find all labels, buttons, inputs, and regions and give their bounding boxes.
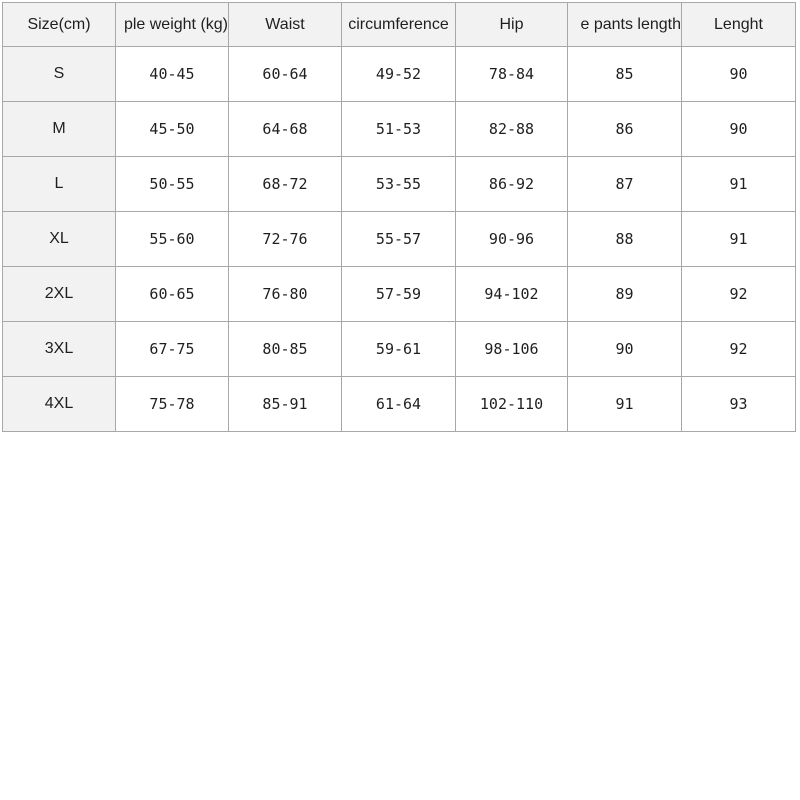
circumference-cell: 53-55 [342,157,456,212]
weight-cell: 40-45 [116,47,229,102]
header-waist [229,3,342,47]
weight-cell: 60-65 [116,267,229,322]
hip-cell: 82-88 [456,102,568,157]
circumference-cell: 55-57 [342,212,456,267]
pants-length-cell: 85 [568,47,682,102]
hip-cell: 86-92 [456,157,568,212]
size-cell: 4XL [3,377,116,432]
header-pants-length-label: e pants length [580,15,681,33]
pants-length-cell: 90 [568,322,682,377]
length-cell: 91 [682,157,796,212]
waist-cell: 76-80 [229,267,342,322]
table-row [3,102,796,157]
waist-cell: 68-72 [229,157,342,212]
waist-cell: 72-76 [229,212,342,267]
length-cell: 91 [682,212,796,267]
hip-cell: 90-96 [456,212,568,267]
header-length [682,3,796,47]
size-cell: M [3,102,116,157]
header-hip [456,3,568,47]
table-header [3,3,796,47]
header-length-label: Lenght [714,15,763,33]
size-cell: L [3,157,116,212]
circumference-cell: 61-64 [342,377,456,432]
header-weight [116,3,229,47]
circumference-cell: 49-52 [342,47,456,102]
table-row [3,47,796,102]
hip-cell: 94-102 [456,267,568,322]
waist-cell: 80-85 [229,322,342,377]
header-weight-label: ple weight (kg) [123,15,228,33]
circumference-cell: 57-59 [342,267,456,322]
table-row [3,157,796,212]
table-row [3,267,796,322]
header-waist-label: Waist [265,15,305,33]
pants-length-cell: 86 [568,102,682,157]
size-cell: 3XL [3,322,116,377]
weight-cell: 67-75 [116,322,229,377]
header-size [3,3,116,47]
header-hip-label: Hip [499,15,524,33]
header-size-label: Size(cm) [27,15,91,33]
length-cell: 92 [682,322,796,377]
hip-cell: 98-106 [456,322,568,377]
waist-cell: 85-91 [229,377,342,432]
header-row [3,3,796,47]
size-cell: 2XL [3,267,116,322]
table-body [3,47,796,432]
size-cell: XL [3,212,116,267]
pants-length-cell: 91 [568,377,682,432]
length-cell: 90 [682,47,796,102]
table-row [3,212,796,267]
waist-cell: 64-68 [229,102,342,157]
pants-length-cell: 87 [568,157,682,212]
header-pants-length [568,3,682,47]
header-circumference [342,3,456,47]
size-cell: S [3,47,116,102]
pants-length-cell: 89 [568,267,682,322]
length-cell: 90 [682,102,796,157]
pants-length-cell: 88 [568,212,682,267]
table-row [3,377,796,432]
circumference-cell: 59-61 [342,322,456,377]
header-circumference-label: circumference [348,15,449,33]
length-cell: 92 [682,267,796,322]
length-cell: 93 [682,377,796,432]
table-row [3,322,796,377]
weight-cell: 50-55 [116,157,229,212]
weight-cell: 55-60 [116,212,229,267]
weight-cell: 45-50 [116,102,229,157]
size-chart-table [2,2,796,432]
circumference-cell: 51-53 [342,102,456,157]
waist-cell: 60-64 [229,47,342,102]
hip-cell: 102-110 [456,377,568,432]
hip-cell: 78-84 [456,47,568,102]
weight-cell: 75-78 [116,377,229,432]
